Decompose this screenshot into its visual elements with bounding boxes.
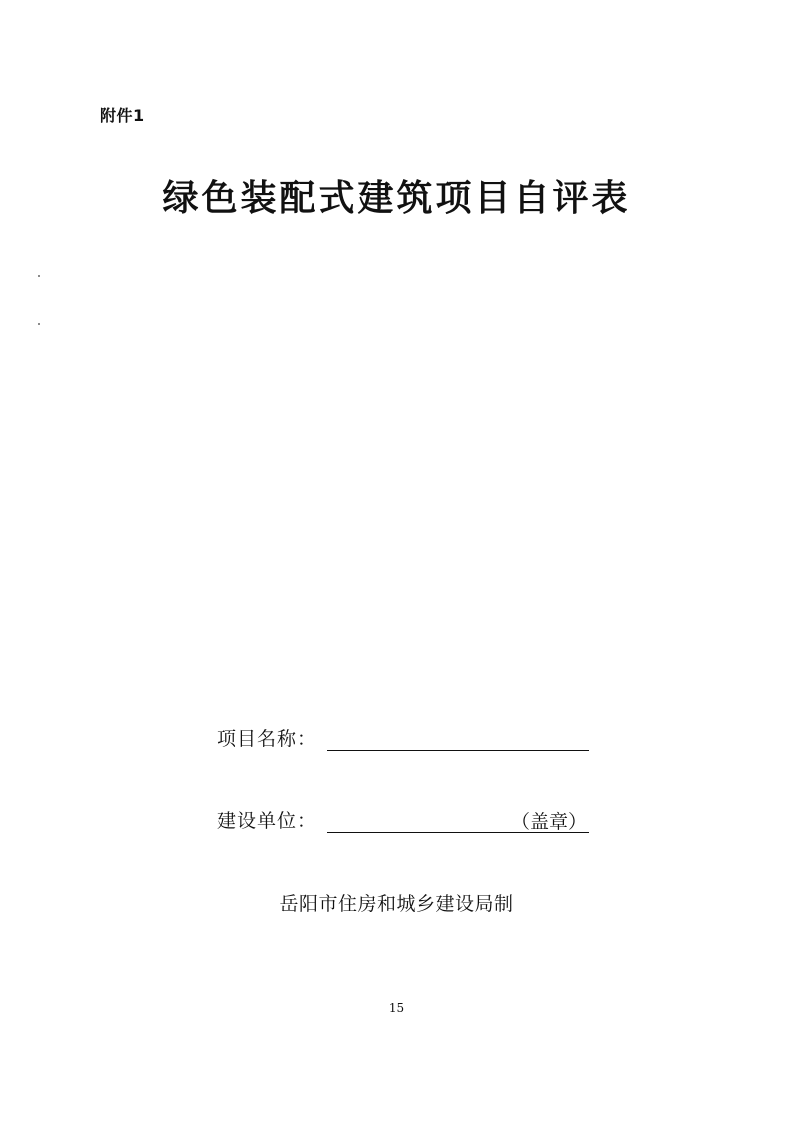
- scan-speck: [38, 323, 40, 325]
- construction-unit-label: 建设单位：: [217, 810, 318, 832]
- document-title: 绿色装配式建筑项目自评表: [162, 177, 631, 219]
- construction-unit-field[interactable]: [327, 812, 589, 833]
- project-name-row: [217, 724, 589, 751]
- construction-unit-row: [217, 806, 589, 833]
- project-name-field[interactable]: [327, 730, 589, 751]
- scan-speck: [38, 275, 40, 277]
- page-number: 15: [388, 1001, 405, 1015]
- seal-note: （盖章）: [511, 811, 588, 833]
- issuer-line: 岳阳市住房和城乡建设局制: [279, 893, 514, 915]
- project-name-label: 项目名称：: [217, 728, 318, 750]
- attachment-label: 附件1: [100, 106, 145, 125]
